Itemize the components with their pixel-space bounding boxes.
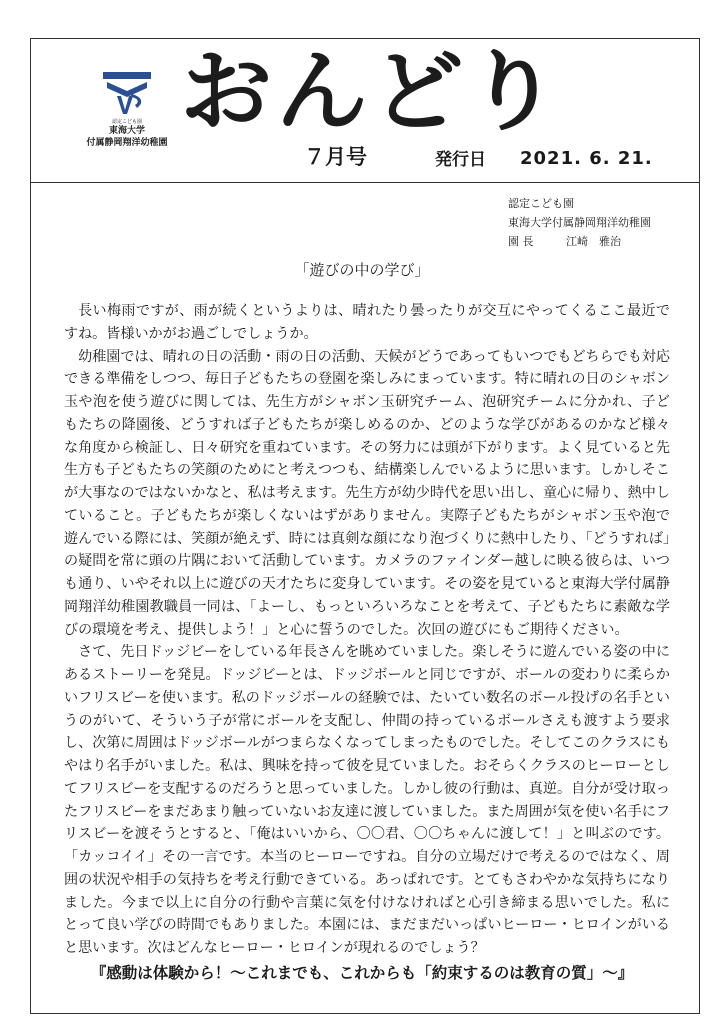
article-paragraph: 長い梅雨ですが、雨が続くというよりは、晴れたり曇ったりが交互にやってくるここ最近ですね。皆様いかがお過ごしでしょうか。 (64, 303, 670, 342)
newsletter-title: おんどり (180, 40, 563, 143)
logo-university-name: 東海大学 (108, 126, 145, 136)
issue-date-label: 発行日 (435, 150, 486, 170)
issue-number: ７月号 (304, 145, 367, 169)
article-body (64, 300, 670, 960)
school-logo (62, 70, 192, 149)
header-divider (30, 182, 700, 183)
author-signature (508, 232, 651, 251)
article-headline: 「遊びの中の学び」 (294, 261, 430, 279)
closing-slogan: 『感動は体験から！～これまでも、これからも「約束するのは教育の質」～』 (90, 964, 634, 982)
author-org-type: 認定こども園 (508, 197, 574, 210)
article-paragraph: さて、先日ドッジビーをしている年長さんを眺めていました。楽しそうに遊んでいる姿の中にあるストーリーを発見。ドッジビーとは、ドッジボールと同じですが、ボールの変わりに柔らかいフリスビーを使います。私のドッジボールの経験では、たいてい数名のボール投げの名手というのがいて、そういう子が常にボールを支配し、仲間の持っているボールさえも渡すよう要求し、次第に周囲はドッジボールがつまらなくなってしまったものでした。そしてこのクラスにもやはり名手がいました。私は、興味を持って彼を見ていました。おそらくクラスのヒーローとしてフリスビーを支配するのだろうと思っていました。しかし彼の行動は、真逆。自分が受け取ったフリスビーをまだあまり触っていないお友達に渡していました。また周囲が気を使い名手にフリスビーを渡そうとすると、「俺はいいから、〇〇君、〇〇ちゃんに渡して！」と叫ぶのです。「カッコイイ」その一言です。本当のヒーローですね。自分の立場だけで考えるのではなく、周囲の状況や相手の気持ちを考え行動できている。あっぱれです。とてもさわやかな気持ちになりました。今まで以上に自分の行動や言葉に気を付けなければと心引き締まる思いでした。私にとって良い学びの時間でもありました。本園には、まだまだいっぱいヒーロー・ヒロインがいると思います。次はどんなヒーロー・ヒロインが現れるのでしょう？ (64, 644, 670, 956)
author-block (508, 194, 651, 251)
issue-date: 2021. 6. 21. (520, 148, 653, 169)
logo-school-name: 付属静岡翔洋幼稚園 (86, 138, 168, 148)
school-emblem-icon (101, 70, 153, 116)
author-name: 江崎 雅治 (566, 235, 621, 248)
logo-kindergarten-type: 認定こども園 (111, 119, 142, 125)
article-paragraph: 幼稚園では、晴れの日の活動・雨の日の活動、天候がどうであってもいつでもどちらでも対応できる準備をしつつ、毎日子どもたちの登園を楽しみにまっています。特に晴れの日のシャボン玉や泡を使う遊びに関しては、先生方がシャボン玉研究チーム、泡研究チームに分かれ、子どもたちの降園後、どうすれば子どもたちが楽しめるのか、どのような学びがあるのかなど様々な角度から検証し、日々研究を重ねています。その努力には頭が下がります。よく見ていると先生方も子どもたちの笑顔のためにと考えつつも、結構楽しんでいるように思います。しかしそこが大事なのではないかなと、私は考えます。先生方が幼少時代を思い出し、童心に帰り、熱中していること。子どもたちが楽しくないはずがありません。実際子どもたちがシャボン玉や泡で遊んでいる際には、笑顔が絶えず、時には真剣な顔になり泡づくりに熱中したり、「どうすれば」の疑問を常に頭の片隅において活動しています。カメラのファインダー越しに映る彼らは、いつも通り、いやそれ以上に遊びの天才たちに変身しています。その姿を見ていると東海大学付属静岡翔洋幼稚園教職員一同は、「よーし、もっといろいろなことを考えて、子どもたちに素敵な学びの環境を考え、提供しよう！」と心に誓うのでした。次回の遊びにもご期待ください。 (64, 348, 670, 638)
author-role: 園 長 (508, 235, 534, 248)
author-org-name: 東海大学付属静岡翔洋幼稚園 (508, 216, 651, 229)
